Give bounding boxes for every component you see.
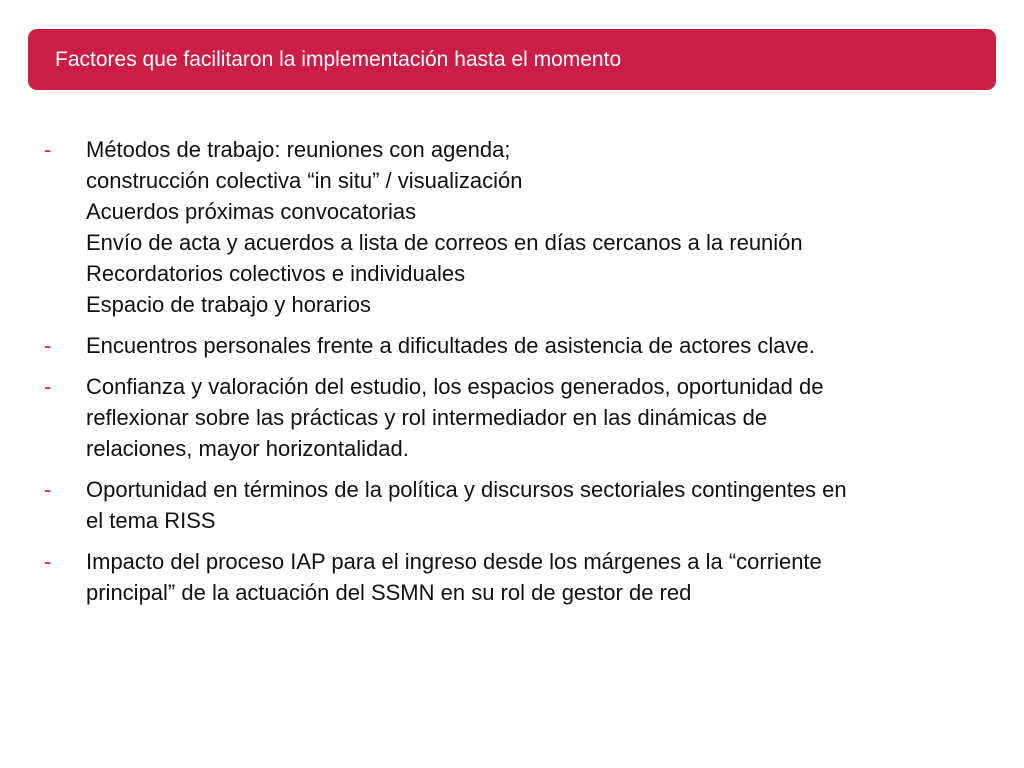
bullet-text-line: Oportunidad en términos de la política y discursos sectoriales contingentes en xyxy=(86,477,847,502)
bullet-dash: - xyxy=(44,374,52,399)
bullet-item-encounters xyxy=(44,330,994,361)
bullet-text-line: Recordatorios colectivos e individuales xyxy=(86,261,466,286)
bullet-dash: - xyxy=(44,137,52,162)
bullet-text-line: construcción colectiva “in situ” / visualización xyxy=(86,168,523,193)
slide-title: Factores que facilitaron la implementación hasta el momento xyxy=(55,48,622,71)
bullet-text-line: Envío de acta y acuerdos a lista de correos en días cercanos a la reunión xyxy=(86,230,803,255)
bullet-list xyxy=(44,134,994,618)
bullet-text-line: reflexionar sobre las prácticas y rol intermediador en las dinámicas de xyxy=(86,405,768,430)
bullet-text-line: principal” de la actuación del SSMN en su rol de gestor de red xyxy=(86,580,692,605)
bullet-text-line: relaciones, mayor horizontalidad. xyxy=(86,436,409,461)
bullet-dash: - xyxy=(44,549,52,574)
bullet-item-trust xyxy=(44,371,994,464)
bullet-dash: - xyxy=(44,477,52,502)
bullet-text-line: Acuerdos próximas convocatorias xyxy=(86,199,417,224)
title-bar xyxy=(28,29,996,90)
bullet-text-line: Confianza y valoración del estudio, los espacios generados, oportunidad de xyxy=(86,374,824,399)
bullet-text-line: Espacio de trabajo y horarios xyxy=(86,292,371,317)
bullet-text-line: Encuentros personales frente a dificultades de asistencia de actores clave. xyxy=(86,333,815,358)
bullet-item-impact xyxy=(44,546,994,608)
bullet-item-methods xyxy=(44,134,994,320)
bullet-text-line: Impacto del proceso IAP para el ingreso desde los márgenes a la “corriente xyxy=(86,549,822,574)
bullet-item-opportunity xyxy=(44,474,994,536)
bullet-text-line: el tema RISS xyxy=(86,508,216,533)
bullet-dash: - xyxy=(44,333,52,358)
bullet-text-line: Métodos de trabajo: reuniones con agenda; xyxy=(86,137,511,162)
